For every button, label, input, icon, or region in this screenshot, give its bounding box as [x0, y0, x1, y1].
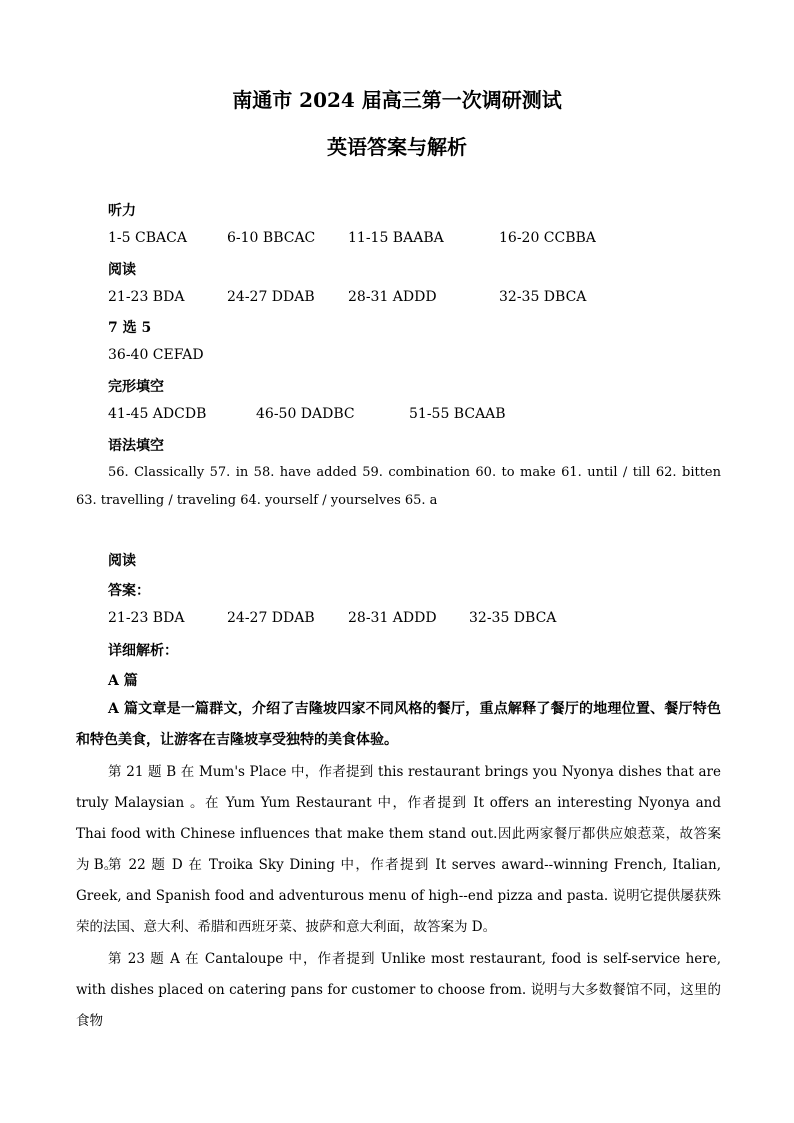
reading-detail-answer: 28-31 ADDD: [348, 610, 437, 626]
document-subtitle: 英语答案与解析: [327, 135, 467, 159]
cloze-answer: 51-55 BCAAB: [409, 406, 506, 422]
listening-heading: 听力: [108, 203, 136, 219]
answer-heading: 答案：: [108, 583, 150, 599]
reading-detail-answer: 21-23 BDA: [108, 610, 185, 626]
document-title: 南通市 2024 届高三第一次调研测试: [232, 88, 562, 112]
listening-answer: 11-15 BAABA: [348, 230, 444, 246]
reading-answer: 24-27 DDAB: [227, 289, 315, 305]
reading-heading: 阅读: [108, 262, 136, 278]
reading-answer: 28-31 ADDD: [348, 289, 437, 305]
reading-answer: 32-35 DBCA: [499, 289, 587, 305]
passage-intro: A 篇文章是一篇群文，介绍了吉隆坡四家不同风格的餐厅，重点解释了餐厅的地理位置、餐厅特色和特色美食，让游客在吉隆坡享受独特的美食体验。: [76, 701, 721, 748]
seven-choose-five-answer: 36-40 CEFAD: [108, 347, 204, 363]
listening-answer: 6-10 BBCAC: [227, 230, 316, 246]
question-21-analysis: 第 21 题 B 在 Mum's Place 中，作者提到 this restaurant brings you Nyonya dishes that are truly Malaysian 。在 Yum Yum Restaurant 中，作者提到 It offers an interesting Nyonya and Thai food with Chinese influences that make them stand out.因此两家餐厅都供应娘惹菜，故答案为 B。: [76, 764, 721, 873]
question-23-analysis: 第 23 题 A 在 Cantaloupe 中，作者提到 Unlike most restaurant, food is self-service here, with dishes placed on catering pans for customer to choose from. 说明与大多数餐馆不同，这里的食物: [76, 951, 721, 1029]
passage-label: A 篇: [108, 673, 138, 689]
analysis-heading: 详细解析：: [108, 643, 178, 659]
cloze-answer: 46-50 DADBC: [256, 406, 355, 422]
grammar-fill-heading: 语法填空: [108, 438, 164, 454]
cloze-heading: 完形填空: [108, 379, 164, 395]
reading-detail-answer: 24-27 DDAB: [227, 610, 315, 626]
reading-detail-heading: 阅读: [108, 553, 136, 569]
cloze-answer: 41-45 ADCDB: [108, 406, 207, 422]
question-22-analysis: 第 22 题 D 在 Troika Sky Dining 中，作者提到 It serves award--winning French, Italian, Greek, and Spanish food and adventurous menu of high--end pizza and pasta. 说明它提供屡获殊荣的法国、意大利、希腊和西班牙菜、披萨和意大利面，故答案为 D。: [76, 857, 721, 935]
grammar-fill-answers: 56. Classically 57. in 58. have added 59. combination 60. to make 61. until / till 62. bitten 63. travelling / traveling 64. yourself / yourselves 65. a: [76, 465, 721, 508]
listening-answer: 16-20 CCBBA: [499, 230, 596, 246]
listening-answer: 1-5 CBACA: [108, 230, 187, 246]
reading-detail-answer: 32-35 DBCA: [469, 610, 557, 626]
seven-choose-five-heading: 7 选 5: [108, 320, 152, 336]
reading-answer: 21-23 BDA: [108, 289, 185, 305]
